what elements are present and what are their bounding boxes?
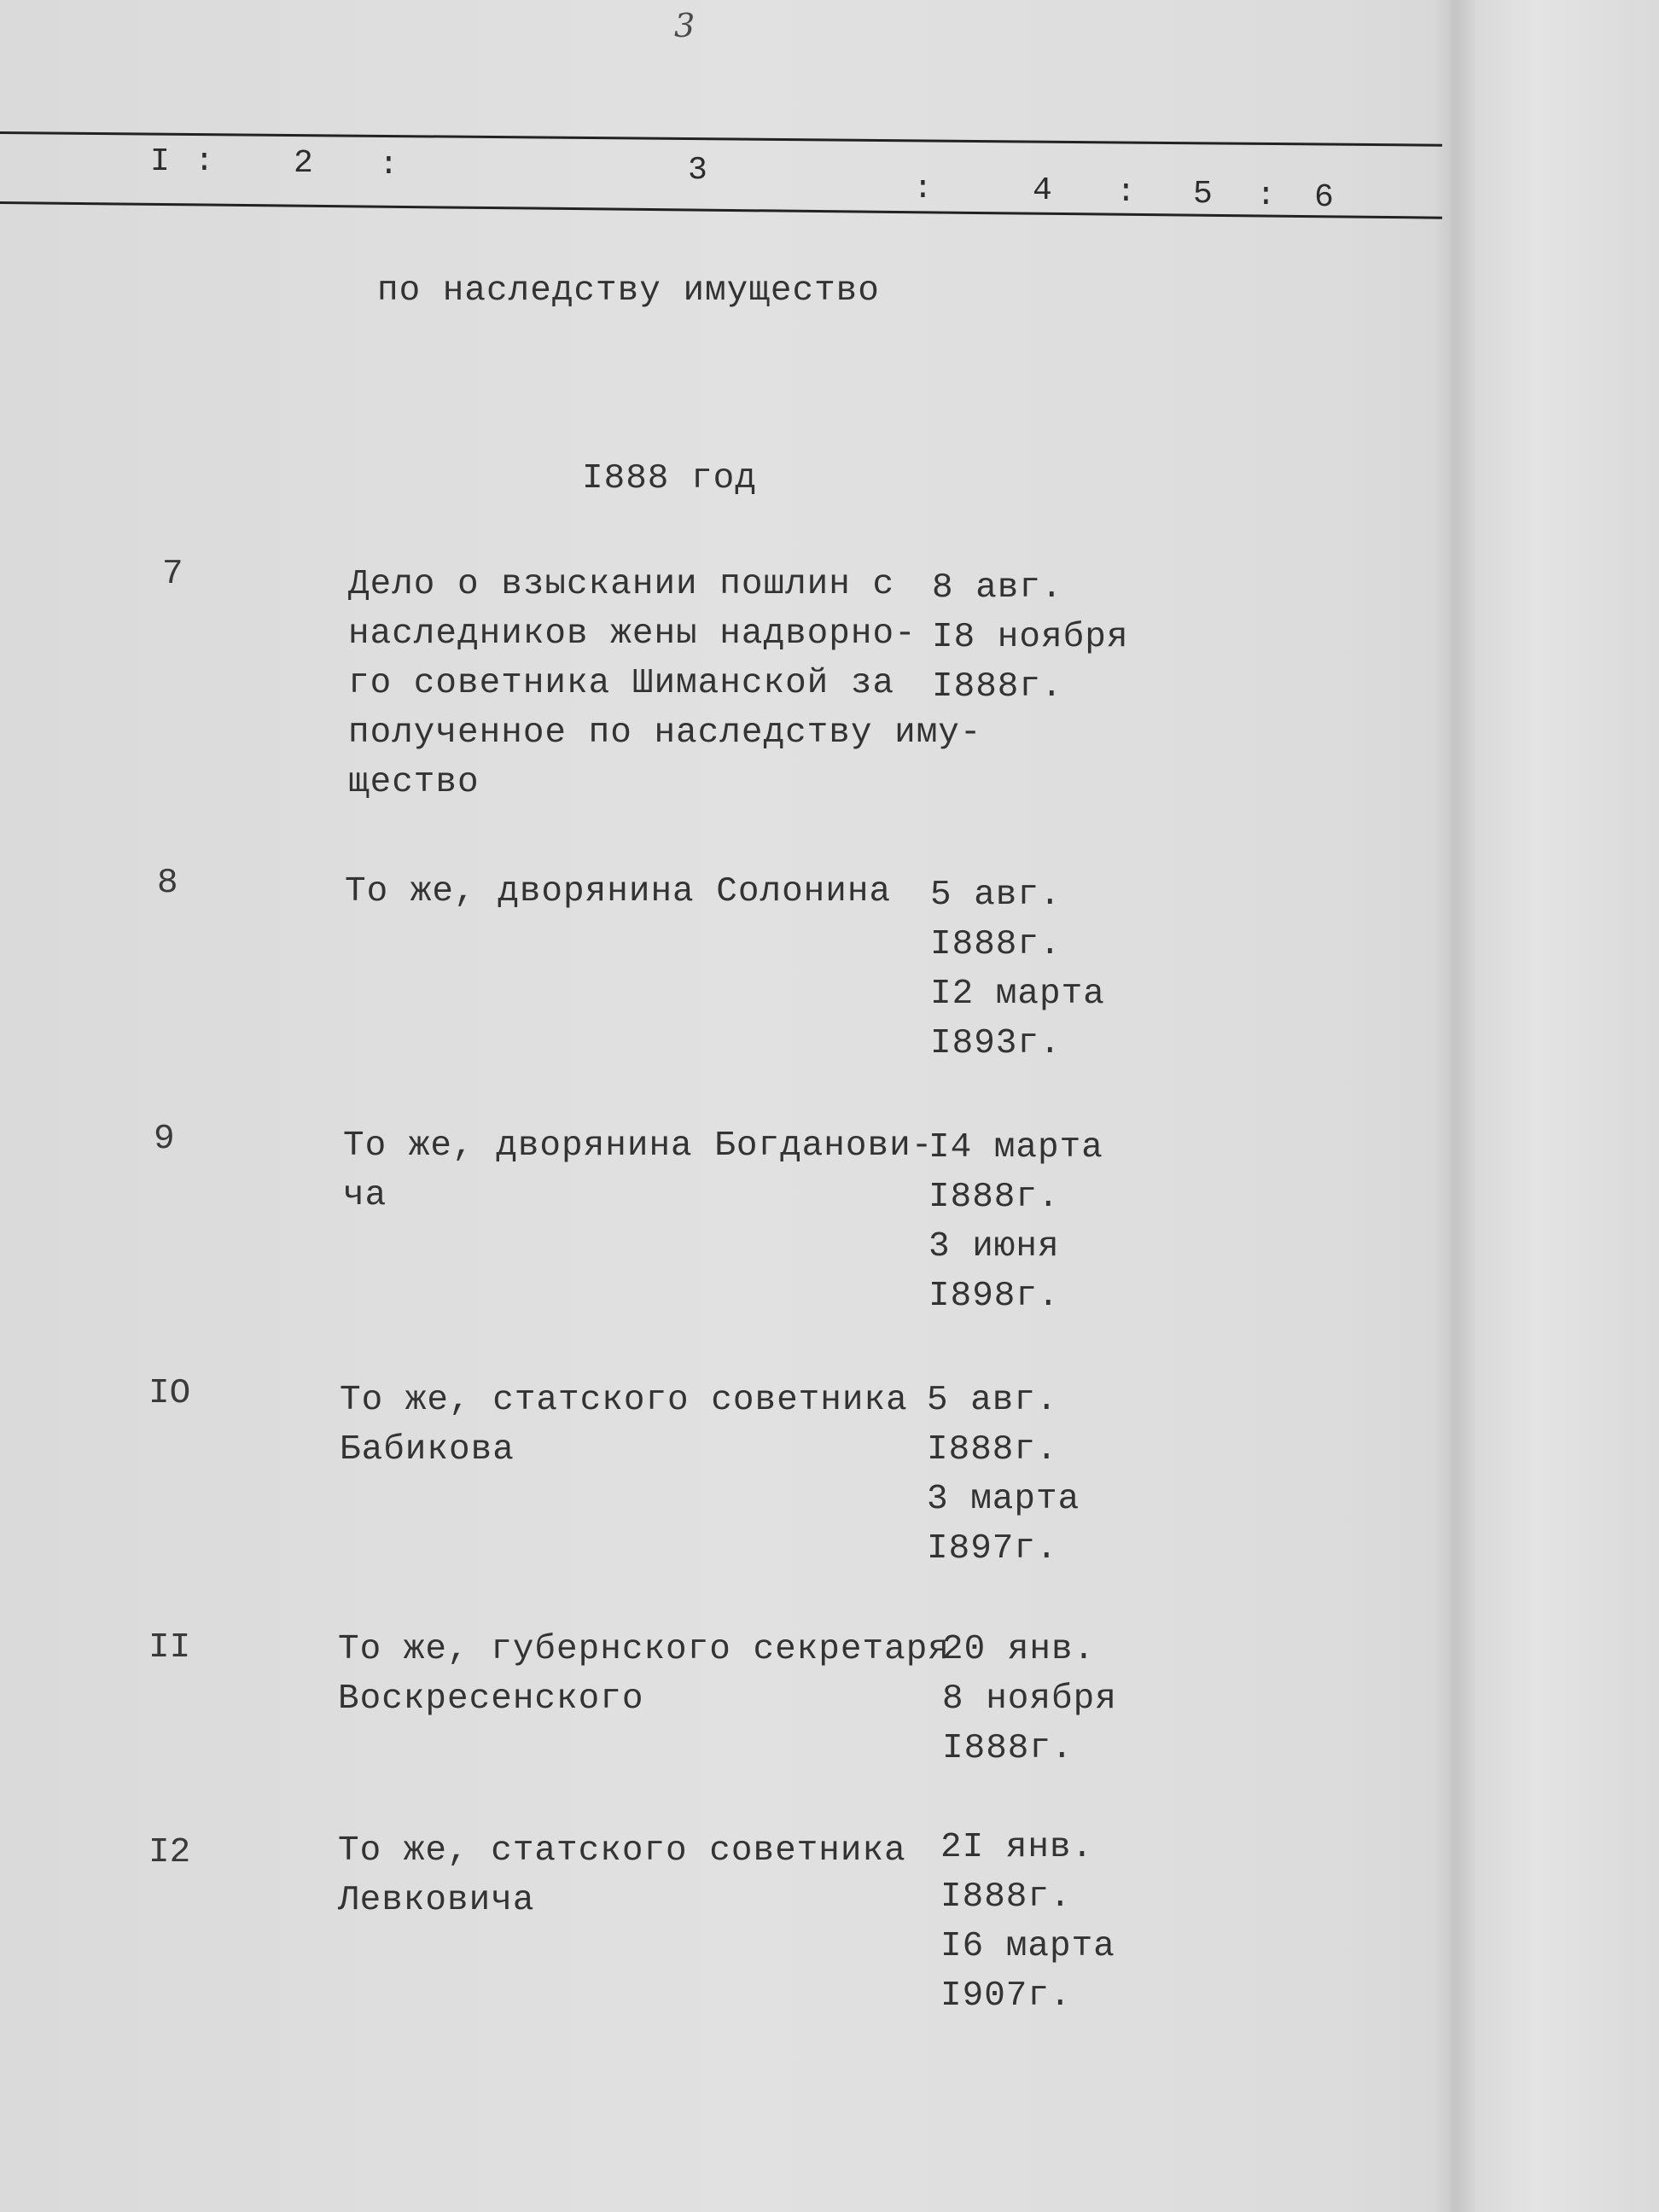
entry-dates [932,563,1128,712]
entry-dates [927,1376,1080,1574]
date-line: I897г. [927,1529,1058,1569]
entry-dates [942,1625,1117,1773]
date-line: 3 июня [928,1227,1060,1266]
column-separator: : [1116,174,1138,211]
entry-number: I2 [148,1833,191,1872]
description-line: Левковича [338,1881,535,1920]
description-line: То же, дворянина Солонина [345,872,892,911]
column-2-header: 2 [294,145,315,182]
date-line: 20 янв. [942,1630,1096,1669]
description-line: го советника Шиманской за [348,664,895,703]
date-line: 5 авг. [927,1381,1058,1420]
description-line: То же, дворянина Богданови- [343,1126,934,1166]
date-line: 8 ноября [942,1679,1117,1719]
date-line: I898г. [928,1277,1060,1316]
entry-number: IO [148,1374,191,1413]
entry-number: 8 [157,864,178,903]
adjacent-page-edge [1451,0,1659,2212]
entry-number: II [148,1628,191,1668]
description-line: То же, статского советника [340,1381,908,1420]
date-line: I2 марта [930,975,1105,1014]
column-4-header: 4 [1033,172,1054,209]
page-number: 3 [674,7,696,44]
entry-number: 7 [162,555,183,594]
column-separator: : [913,171,934,207]
column-1-header: I [150,143,172,180]
entry-number: 9 [154,1120,175,1159]
date-line: I888г. [942,1729,1074,1768]
entry-description [338,1625,950,1724]
date-line: I907г. [940,1976,1072,2016]
column-separator: : [1256,178,1278,214]
entry-description [338,1826,906,1925]
date-line: I8 ноября [932,618,1129,657]
date-line: 5 авг. [930,876,1062,915]
entry-description [343,1121,933,1220]
entry-description [348,560,982,807]
column-separator: : [195,143,216,180]
description-line: ча [343,1176,387,1215]
entry-description [340,1376,908,1475]
description-line: Дело о взыскании пошлин с [348,565,895,604]
column-3-header: 3 [688,152,709,189]
description-line: То же, статского советника [338,1831,906,1871]
date-line: I888г. [932,667,1063,707]
entry-dates [928,1123,1103,1321]
date-line: 8 авг. [932,568,1063,608]
date-line: I893г. [930,1024,1062,1063]
column-6-header: 6 [1314,179,1336,216]
entry-dates [940,1823,1115,2021]
description-line: Бабикова [340,1430,515,1470]
description-line: наследников жены надворно- [348,614,917,654]
entry-dates [930,870,1105,1068]
intro-line: по наследству имущество [377,271,880,311]
date-line: I888г. [940,1877,1072,1917]
year-heading: I888 год [582,459,757,498]
description-line: Воскресенского [338,1679,644,1719]
page-fold-shadow [1434,0,1475,2212]
date-line: I6 марта [940,1927,1115,1966]
date-line: I4 марта [928,1128,1103,1167]
column-5-header: 5 [1193,176,1214,212]
column-separator: : [379,147,400,183]
entry-description [345,867,891,917]
description-line: То же, губернского секретаря [338,1630,950,1669]
date-line: 3 марта [927,1480,1080,1519]
date-line: I888г. [928,1178,1060,1217]
date-line: I888г. [927,1430,1058,1470]
date-line: 2I янв. [940,1828,1094,1867]
description-line: полученное по наследству иму- [348,713,982,753]
date-line: I888г. [930,925,1062,964]
description-line: щество [348,763,480,802]
